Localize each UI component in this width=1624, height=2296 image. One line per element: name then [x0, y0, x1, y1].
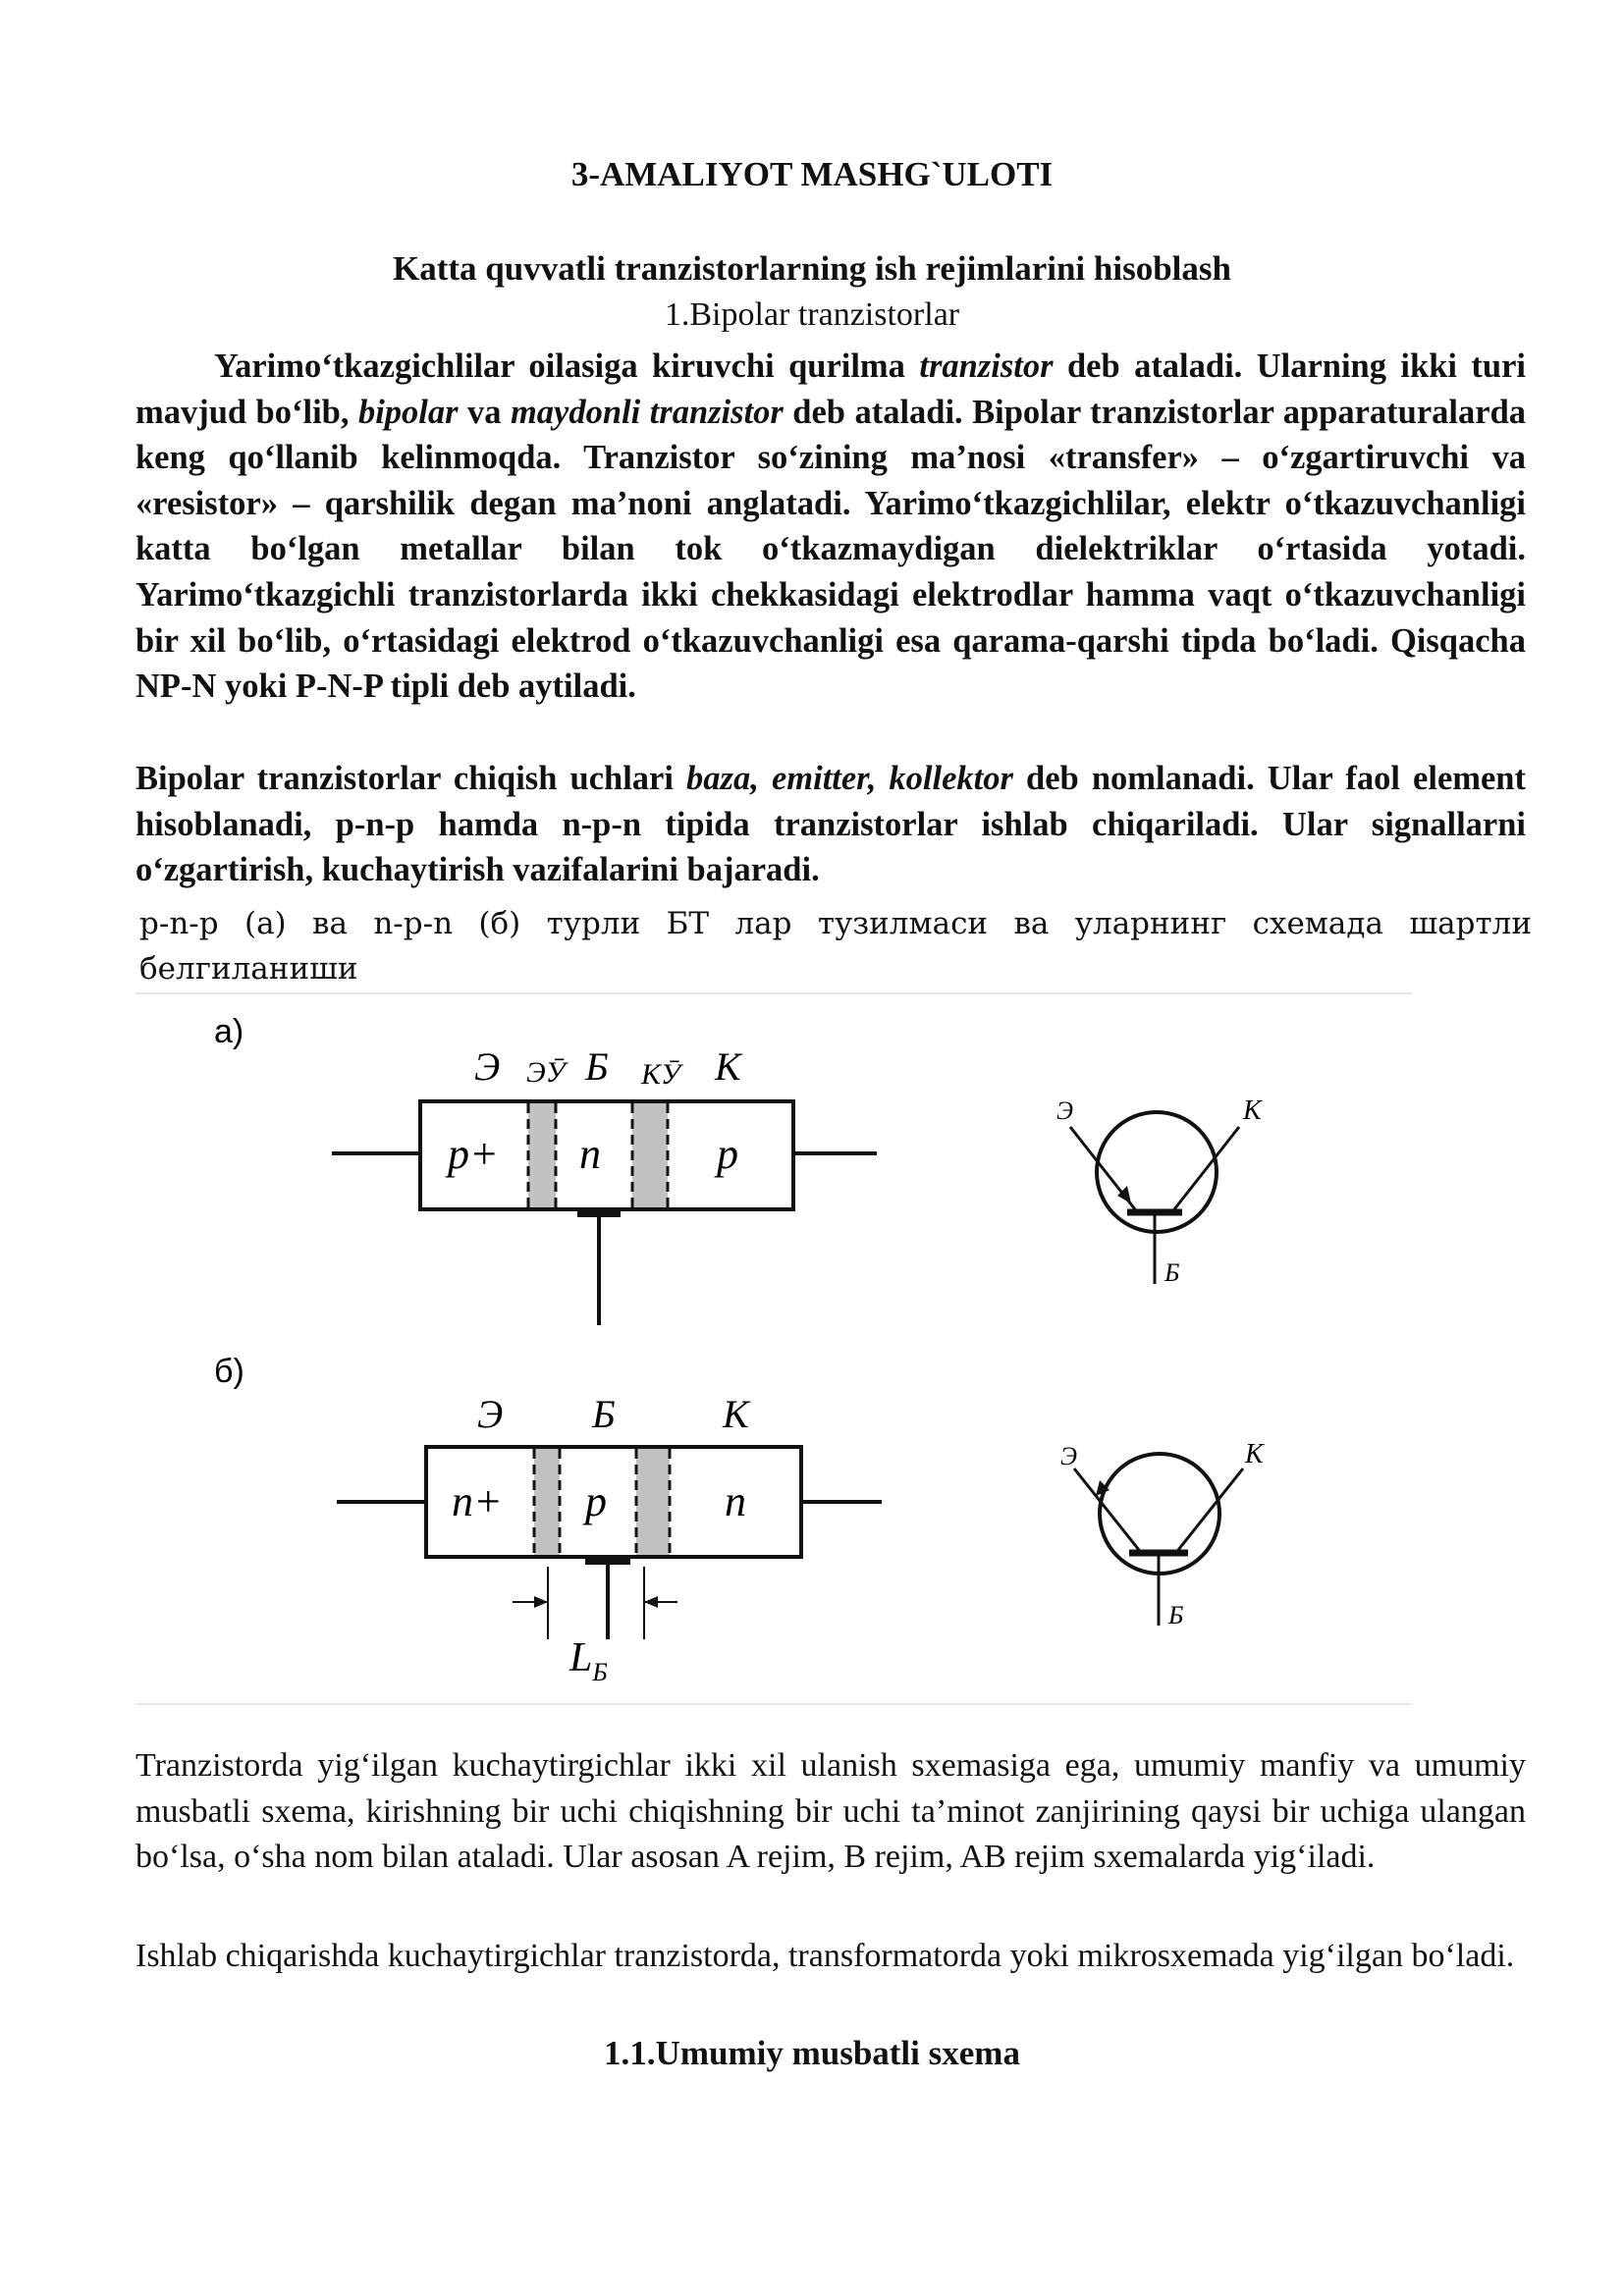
text-run: deb ataladi. Ularning ikki turi mavjud bo‘lib,: [135, 347, 1526, 431]
transistor-structure-figure: [135, 991, 1412, 1708]
label-emitter-b: Э: [477, 1392, 504, 1436]
region-n-b: n: [725, 1477, 746, 1525]
arrow-left-icon: [644, 1596, 658, 1608]
region-p-a: p: [717, 1130, 738, 1178]
text-run-italic: maydonli tranzistor: [510, 393, 784, 431]
paragraph-terminals: [135, 756, 1526, 893]
figure-caption: p-n-p (а) ва n-p-n (б) турли БТ лар тузилмаси ва уларнинг схемада шартли белгиланиши: [139, 906, 1532, 987]
text-run-italic: baza, emitter, kollektor: [686, 760, 1013, 797]
symbol-label-collector-a: К: [1243, 1095, 1262, 1126]
arrow-right-icon: [534, 1596, 548, 1608]
label-base-b: Б: [592, 1392, 616, 1436]
emitter-junction-b: [534, 1449, 560, 1555]
region-p-plus-a: p+: [448, 1130, 499, 1178]
text-run: va: [458, 393, 511, 431]
section-title: 1.Bipolar tranzistorlar: [664, 296, 960, 333]
text-run-italic: bipolar: [357, 393, 459, 431]
collector-junction-a: [632, 1103, 668, 1207]
page-heading: 3-AMALIYOT MASHG`ULOTI: [570, 155, 1054, 193]
label-base-a: Б: [585, 1044, 609, 1089]
symbol-label-emitter-b: Э: [1060, 1442, 1078, 1470]
symbol-label-emitter-a: Э: [1056, 1096, 1074, 1125]
panel-a-label: а): [214, 1013, 244, 1050]
region-p-b: p: [585, 1477, 607, 1525]
label-collector-junction-a: КӮ: [641, 1058, 681, 1091]
symbol-label-collector-b: К: [1245, 1439, 1264, 1469]
base-contact-a: [577, 1209, 621, 1217]
paragraph-amplifier-schemes: Tranzistorda yig‘ilgan kuchaytirgichlar ikki xil ulanish sxemasiga ega, umumiy manfiy va umumiy musbatli sxema, kirishning bir uchi chiqishning bir uchi ta’minot zanjirining qaysi bir uchiga ulangan bo‘lsa, o‘sha nom bilan ataladi. Ular asosan A rejim, B rejim, AB rejim sxemalarda yig‘iladi.: [135, 1747, 1526, 1875]
text-run: Yarimo‘tkazgichlilar oilasiga kiruvchi qurilma: [214, 347, 920, 385]
text-run-italic: tranzistor: [919, 347, 1054, 385]
paragraph-intro: [135, 344, 1526, 710]
label-collector-b: К: [723, 1392, 749, 1436]
label-emitter-junction-a: ЭӮ: [526, 1056, 566, 1089]
text-run: deb ataladi. Bipolar tranzistorlar apparaturalarda keng qo‘llanib kelinmoqda. Tranzistor so‘zining ma’nosi «transfer» – o‘zgartiruvchi va «resistor» – qarshilik degan ma’noni anglatadi. Yarimo‘tkazgichlilar, elektr o‘tkazuvchanligi katta bo‘lgan metallar bilan tok o‘tkazmaydigan dielektriklar o‘rtasida yotadi. Yarimo‘tkazgichli tranzistorlarda ikki chekkasidagi elektrodlar hamma vaqt o‘tkazuvchanligi bir xil bo‘lib, o‘rtasidagi elektrod o‘tkazuvchanligi esa qarama-qarshi tipda bo‘ladi. Qisqacha NP-N yoki P-N-P tipli deb aytiladi.: [135, 393, 1527, 706]
topic-title: Katta quvvatli tranzistorlarning ish rejimlarini hisoblash: [393, 249, 1231, 288]
label-collector-a: К: [715, 1044, 741, 1089]
symbol-label-base-a: Б: [1164, 1258, 1180, 1287]
collector-junction-b: [636, 1449, 670, 1555]
text-run: Bipolar tranzistorlar chiqish uchlari: [135, 760, 687, 797]
label-emitter-a: Э: [474, 1044, 501, 1089]
base-width-letter: L: [569, 1635, 593, 1681]
text-run: deb nomlanadi. Ular faol element hisoblanadi, p-n-p hamda n-p-n tipida tranzistorlar ishlab chiqariladi. Ular signallarni o‘zgartirish, kuchaytirish vazifalarini bajaradi.: [135, 760, 1526, 889]
emitter-junction-a: [528, 1103, 556, 1207]
subsection-title: 1.1.Umumiy musbatli sxema: [604, 2034, 1020, 2072]
symbol-label-base-b: Б: [1168, 1601, 1184, 1629]
region-n-plus-b: n+: [452, 1477, 503, 1525]
figure-svg: [135, 991, 1412, 1708]
paragraph-amplifier-manufacturing: Ishlab chiqarishda kuchaytirgichlar tranzistorda, transformatorda yoki mikrosxemada yig‘ilgan bo‘ladi.: [135, 1938, 1515, 1974]
region-n-a: n: [579, 1130, 601, 1178]
base-width-label: [568, 1635, 608, 1686]
base-width-subscript: Б: [592, 1658, 608, 1686]
base-contact-b: [585, 1557, 630, 1565]
panel-b-label: б): [214, 1353, 244, 1390]
